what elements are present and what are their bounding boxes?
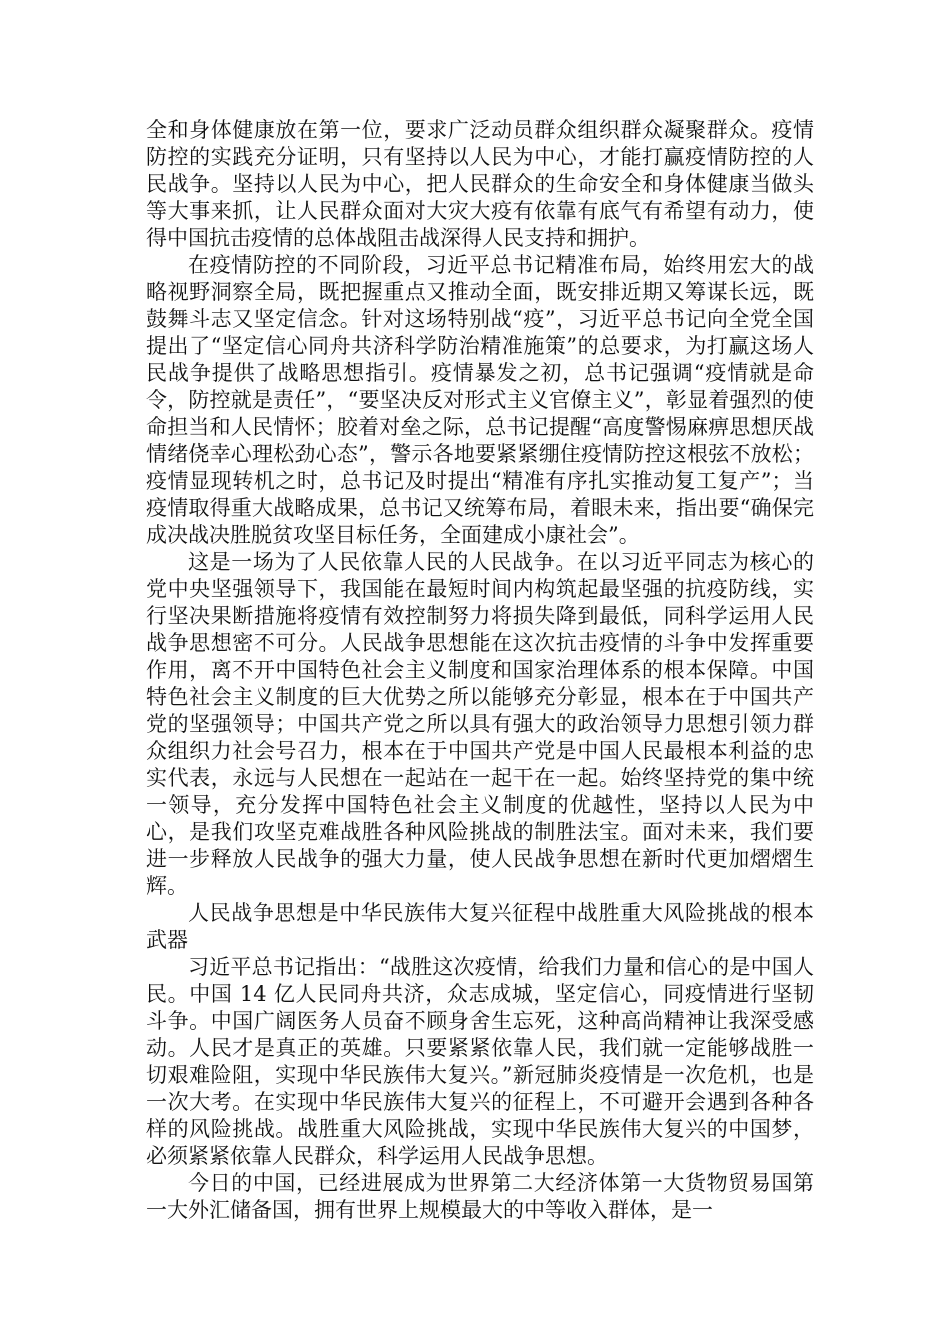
section-heading: 人民战争思想是中华民族伟大复兴征程中战胜重大风险挑战的根本武器 — [146, 901, 814, 952]
document-page — [146, 117, 814, 1224]
paragraph-1: 全和身体健康放在第一位，要求广泛动员群众组织群众凝聚群众。疫情防控的实践充分证明，只有坚持以人民为中心，才能打赢疫情防控的人民战争。坚持以人民为中心，把人民群众的生命安全和身体健康当做头等大事来抓，让人民群众面对大灾大疫有依靠有底气有希望有动力，使得中国抗击疫情的总体战阻击战深得人民支持和拥护。 — [146, 118, 814, 250]
paragraph-5: 习近平总书记指出：“战胜这次疫情，给我们力量和信心的是中国人民。中国 14 亿人民同舟共济，众志成城，坚定信心，同疫情进行坚韧斗争。中国广阔医务人员奋不顾身舍生忘死，这种高尚精神让我深受感动。人民才是真正的英雄。只要紧紧依靠人民，我们就一定能够战胜一切艰难险阻，实现中华民族伟大复兴。”新冠肺炎疫情是一次危机，也是一次大考。在实现中华民族伟大复兴的征程上，不可避开会遇到各种各样的风险挑战。战胜重大风险挑战，实现中华民族伟大复兴的中国梦，必须紧紧依靠人民群众，科学运用人民战争思想。 — [146, 955, 814, 1168]
paragraph-3: 这是一场为了人民依靠人民的人民战争。在以习近平同志为核心的党中央坚强领导下，我国能在最短时间内构筑起最坚强的抗疫防线，实行坚决果断措施将疫情有效控制努力将损失降到最低，同科学运用人民战争思想密不可分。人民战争思想能在这次抗击疫情的斗争中发挥重要作用，离不开中国特色社会主义制度和国家治理体系的根本保障。中国特色社会主义制度的巨大优势之所以能够充分彰显，根本在于中国共产党的坚强领导；中国共产党之所以具有强大的政治领导力思想引领力群众组织力社会号召力，根本在于中国共产党是中国人民最根本利益的忠实代表，永远与人民想在一起站在一起干在一起。始终坚持党的集中统一领导，充分发挥中国特色社会主义制度的优越性，坚持以人民为中心，是我们攻坚克难战胜各种风险挑战的制胜法宝。面对未来，我们要进一步释放人民战争的强大力量，使人民战争思想在新时代更加熠熠生辉。 — [146, 550, 814, 898]
paragraph-6: 今日的中国，已经进展成为世界第二大经济体第一大货物贸易国第一大外汇储备国，拥有世界上规模最大的中等收入群体，是一 — [146, 1171, 814, 1222]
paragraph-2: 在疫情防控的不同阶段，习近平总书记精准布局，始终用宏大的战略视野洞察全局，既把握重点又推动全面，既安排近期又筹谋长远，既鼓舞斗志又坚定信念。针对这场特别战“疫”，习近平总书记向全党全国提出了“坚定信心同舟共济科学防治精准施策”的总要求，为打赢这场人民战争提供了战略思想指引。疫情暴发之初，总书记强调“疫情就是命令，防控就是责任”，“要坚决反对形式主义官僚主义”，彰显着强烈的使命担当和人民情怀；胶着对垒之际，总书记提醒“高度警惕麻痹思想厌战情绪侥幸心理松劲心态”，警示各地要紧紧绷住疫情防控这根弦不放松；疫情显现转机之时，总书记及时提出“精准有序扎实推动复工复产”；当疫情取得重大战略成果，总书记又统筹布局，着眼未来，指出要“确保完成决战决胜脱贫攻坚目标任务，全面建成小康社会”。 — [146, 253, 814, 547]
